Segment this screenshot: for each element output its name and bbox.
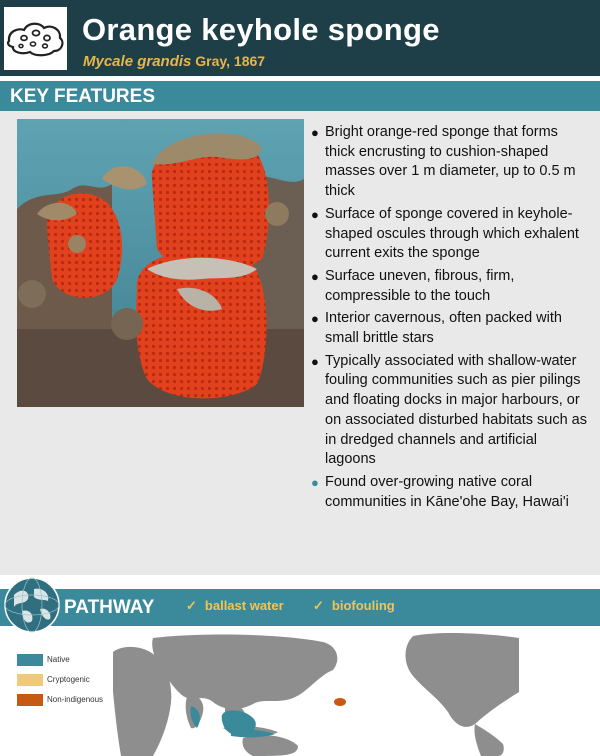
key-features-list bbox=[309, 123, 591, 515]
globe-icon bbox=[4, 577, 60, 633]
legend-swatch bbox=[17, 694, 43, 706]
bullet-icon: ● bbox=[311, 125, 319, 140]
feature-text: Found over-growing native coral communities in Kāne'ohe Bay, Hawai'i bbox=[325, 473, 569, 510]
sponge-photo bbox=[17, 119, 304, 407]
sponge-logo-icon bbox=[4, 7, 67, 70]
list-item bbox=[309, 352, 591, 470]
list-item bbox=[309, 267, 591, 306]
bullet-icon: ● bbox=[311, 474, 319, 490]
feature-text: Bright orange-red sponge that forms thick encrusting to cushion-shaped masses over 1 m diameter, up to 0.5 m thick bbox=[325, 124, 576, 200]
bullet-icon: ● bbox=[311, 268, 319, 284]
species-header bbox=[0, 0, 600, 76]
feature-text: Interior cavernous, often packed with small brittle stars bbox=[325, 310, 562, 347]
list-item bbox=[309, 473, 591, 512]
check-icon: ✓ bbox=[313, 598, 324, 613]
authority: Gray, 1867 bbox=[195, 53, 266, 69]
bullet-icon: ● bbox=[311, 353, 319, 369]
check-icon: ✓ bbox=[186, 598, 197, 613]
list-item bbox=[309, 309, 591, 348]
feature-text: Surface uneven, fibrous, firm, compressible to the touch bbox=[325, 267, 515, 304]
legend-label: Cryptogenic bbox=[47, 675, 90, 684]
legend-swatch bbox=[17, 674, 43, 686]
pathway-tag-ballast bbox=[186, 598, 284, 614]
list-item bbox=[309, 205, 591, 264]
legend-label: Non-indigenous bbox=[47, 695, 104, 704]
legend-label: Native bbox=[47, 655, 70, 664]
bullet-icon: ● bbox=[311, 311, 319, 327]
genus-species: Mycale grandis bbox=[83, 53, 192, 70]
pathway-tag-biofouling bbox=[313, 598, 395, 614]
legend-swatch bbox=[17, 654, 43, 666]
key-features-heading: KEY FEATURES bbox=[10, 86, 155, 107]
list-item bbox=[309, 123, 591, 202]
feature-text: Typically associated with shallow-water fouling communities such as pier pilings and floating docks in major harbours, or on associated disturbed habitats such as in dredged channels and artificial lagoons bbox=[325, 352, 587, 468]
pathway-heading: PATHWAY bbox=[64, 597, 155, 618]
range-non-indigenous-hawaii bbox=[334, 698, 346, 706]
page-title: Orange keyhole sponge bbox=[82, 12, 440, 47]
bullet-icon: ● bbox=[311, 206, 319, 222]
scientific-name bbox=[83, 53, 265, 70]
pathway-tag-label: ballast water bbox=[204, 598, 284, 613]
sponge-logo bbox=[4, 7, 67, 70]
key-features-panel bbox=[0, 111, 600, 575]
pathway-tag-label: biofouling bbox=[331, 598, 395, 613]
distribution-map bbox=[113, 632, 519, 756]
key-features-bar bbox=[0, 81, 600, 111]
feature-text: Surface of sponge covered in keyhole-shaped oscules through which exhalent current exits the sponge bbox=[325, 205, 579, 262]
